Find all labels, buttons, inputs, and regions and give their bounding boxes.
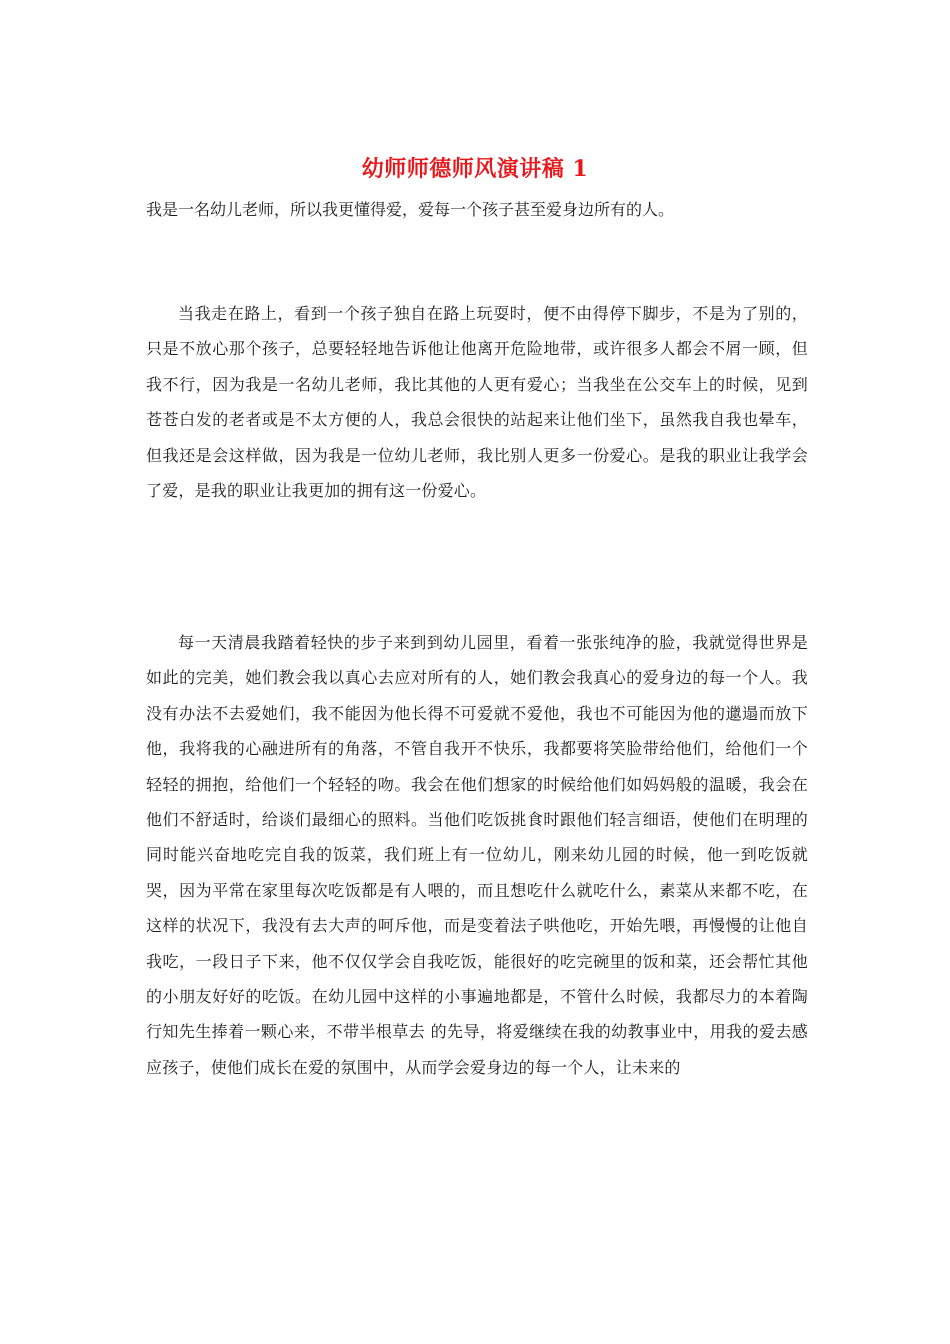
body-paragraph-2: 每一天清晨我踏着轻快的步子来到到幼儿园里，看着一张张纯净的脸，我就觉得世界是如此的完美，她们教会我以真心去应对所有的人，她们教会我真心的爱身边的每一个人。我没有办法不去爱她们，我不能因为他长得不可爱就不爱他，我也不可能因为他的邋遢而放下他，我将我的心融进所有的角落，不管自我开不快乐，我都要将笑脸带给他们，给他们一个轻轻的拥抱，给他们一个轻轻的吻。我会在他们想家的时候给他们如妈妈般的温暖，我会在他们不舒适时，给谈们最细心的照料。当他们吃饭挑食时跟他们轻言细语，使他们在明理的同时能兴奋地吃完自我的饭菜，我们班上有一位幼儿，刚来幼儿园的时候，他一到吃饭就哭，因为平常在家里每次吃饭都是有人喂的，而且想吃什么就吃什么，素菜从来都不吃，在这样的状况下，我没有去大声的呵斥他，而是变着法子哄他吃，开始先喂，再慢慢的让他自我吃，一段日子下来，他不仅仅学会自我吃饭，能很好的吃完碗里的饭和菜，还会帮忙其他的小朋友好好的吃饭。在幼儿园中这样的小事遍地都是，不管什么时候，我都尽力的本着陶行知先生捧着一颗心来，不带半根草去 的先导，将爱继续在我的幼教事业中，用我的爱去感应孩子，使他们成长在爱的氛围中，从而学会爱身边的每一个人，让未来的 [146, 633, 808, 1077]
document-title: 幼师师德师风演讲稿 1 [361, 156, 589, 182]
body-paragraph-1: 当我走在路上，看到一个孩子独自在路上玩耍时，便不由得停下脚步，不是为了别的，只是不放心那个孩子，总要轻轻地告诉他让他离开危险地带，或许很多人都会不屑一顾，但我不行，因为我是一名幼儿老师，我比其他的人更有爱心；当我坐在公交车上的时候，见到苍苍白发的老者或是不太方便的人，我总会很快的站起来让他们坐下，虽然我自我也晕车，但我还是会这样做，因为我是一位幼儿老师，我比别人更多一份爱心。是我的职业让我学会了爱，是我的职业让我更加的拥有这一份爱心。 [146, 304, 808, 501]
intro-paragraph: 我是一名幼儿老师，所以我更懂得爱，爱每一个孩子甚至爱身边所有的人。 [146, 200, 675, 219]
